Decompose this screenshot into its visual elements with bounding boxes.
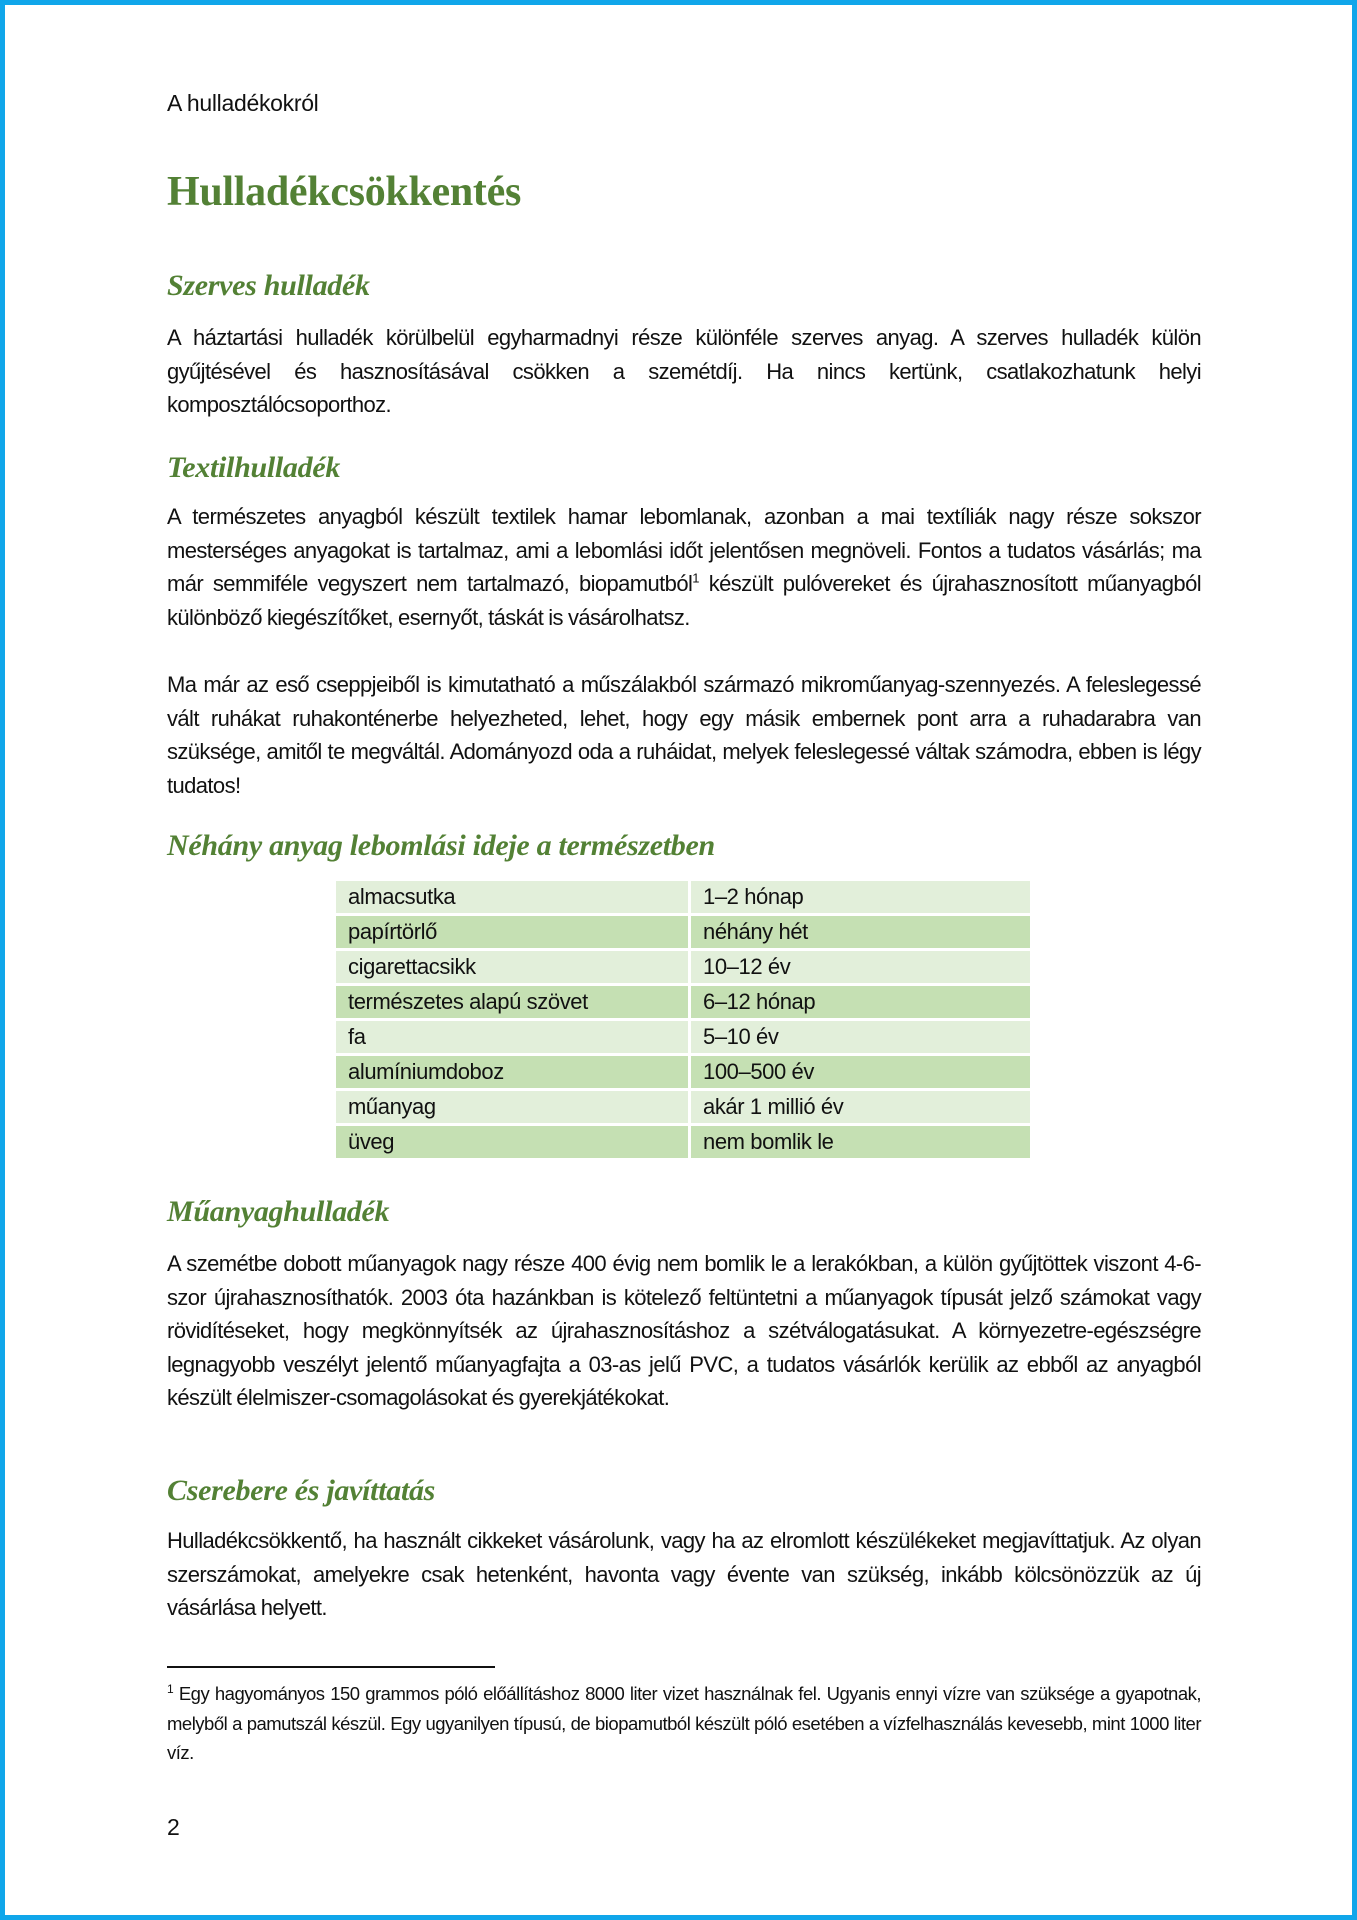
material-cell: természetes alapú szövet — [336, 986, 691, 1021]
table-row — [336, 916, 1030, 951]
paragraph-textile-2: Ma már az eső cseppjeiből is kimutatható a műszálakból származó mikroműanyag-szennyezés. A feleslegessé vált ruhákat ruhakonténerbe helyezheted, lehet, hogy egy másik embernek pont arra a ruhadarabra van szüksége, amitől te megváltál. Adományozd oda a ruháidat, melyek feleslegessé váltak számodra, ebben is légy tudatos! — [167, 672, 1201, 798]
table-row — [336, 1056, 1030, 1091]
table-row — [336, 951, 1030, 986]
footnote-separator — [167, 1666, 495, 1668]
table-row — [336, 1021, 1030, 1056]
material-cell: üveg — [336, 1126, 691, 1161]
material-cell: fa — [336, 1021, 691, 1056]
page-number: 2 — [167, 1814, 180, 1840]
paragraph-textile-1 — [167, 500, 1201, 634]
decomposition-table — [336, 881, 1030, 1161]
time-cell: akár 1 millió év — [691, 1091, 1030, 1126]
paragraph-swap-repair: Hulladékcsökkentő, ha használt cikkeket vásárolunk, vagy ha az elromlott készülékeket megjavíttatjuk. Az olyan szerszámokat, amelyekre csak hetenként, havonta vagy évente van szükség, inkább kölcsönözzük az új vásárlása helyett. — [167, 1528, 1201, 1621]
textile-text-part-2: készült pulóvereket és újrahasznosított műanyagból különböző kiegészítőket, esernyőt, táskát is vásárolhatsz. — [167, 571, 1201, 630]
table-row — [336, 1126, 1030, 1161]
paragraph-plastic: A szemétbe dobott műanyagok nagy része 400 évig nem bomlik le a lerakókban, a külön gyűjtöttek viszont 4-6-szor újrahasznosíthatók. 2003 óta hazánkban is kötelező feltüntetni a műanyagok típusát jelző számokat vagy rövidítéseket, hogy megkönnyítsék az újrahasznosításhoz a szétválogatásukat. A környezetre-egészségre legnagyobb veszélyt jelentő műanyagfajta a 03-as jelű PVC, a tudatos vásárlók kerülik az ebből az anyagból készült élelmiszer-csomagolásokat és gyerekjátékokat. — [167, 1251, 1201, 1411]
footnote — [167, 1679, 1201, 1768]
material-cell: műanyag — [336, 1091, 691, 1126]
textile-text-part-1: A természetes anyagból készült textilek hamar lebomlanak, azonban a mai textíliák nagy része sokszor mesterséges anyagokat is tartalmaz, ami a lebomlási időt jelentősen megnöveli. Fontos a tudatos vásárlás; ma már semmiféle vegyszert nem tartalmazó, biopamutból — [167, 504, 1201, 597]
material-cell: cigarettacsikk — [336, 951, 691, 986]
time-cell: nem bomlik le — [691, 1126, 1030, 1161]
section-heading-decomposition: Néhány anyag lebomlási ideje a természetben — [167, 829, 715, 862]
time-cell: 10–12 év — [691, 951, 1030, 986]
section-heading-swap-repair: Cserebere és javíttatás — [167, 1474, 436, 1507]
material-cell: almacsutka — [336, 881, 691, 916]
page-title: Hulladékcsökkentés — [167, 169, 521, 215]
paragraph-organic: A háztartási hulladék körülbelül egyharmadnyi része különféle szerves anyag. A szerves hulladék külön gyűjtésével és hasznosításával csökken a szemétdíj. Ha nincs kertünk, csatlakozhatunk helyi komposztálócsoporthoz. — [167, 325, 1201, 418]
time-cell: néhány hét — [691, 916, 1030, 951]
time-cell: 1–2 hónap — [691, 881, 1030, 916]
footnote-text: Egy hagyományos 150 grammos póló előállításhoz 8000 liter vizet használnak fel. Ugyanis ennyi vízre van szüksége a gyapotnak, melyből a pamutszál készül. Egy ugyanilyen típusú, de biopamutból készült póló esetében a vízfelhasználás kevesebb, mint 1000 liter víz. — [167, 1683, 1201, 1763]
footnote-number: 1 — [167, 1681, 174, 1696]
section-heading-textile: Textilhulladék — [167, 451, 341, 484]
table-row — [336, 1091, 1030, 1126]
running-header: A hulladékokról — [167, 90, 319, 116]
time-cell: 5–10 év — [691, 1021, 1030, 1056]
table-row — [336, 986, 1030, 1021]
time-cell: 6–12 hónap — [691, 986, 1030, 1021]
section-heading-organic: Szerves hulladék — [167, 269, 370, 302]
footnote-reference[interactable]: 1 — [692, 570, 699, 586]
time-cell: 100–500 év — [691, 1056, 1030, 1091]
material-cell: papírtörlő — [336, 916, 691, 951]
section-heading-plastic: Műanyaghulladék — [167, 1195, 390, 1228]
material-cell: alumíniumdoboz — [336, 1056, 691, 1091]
table-row — [336, 881, 1030, 916]
